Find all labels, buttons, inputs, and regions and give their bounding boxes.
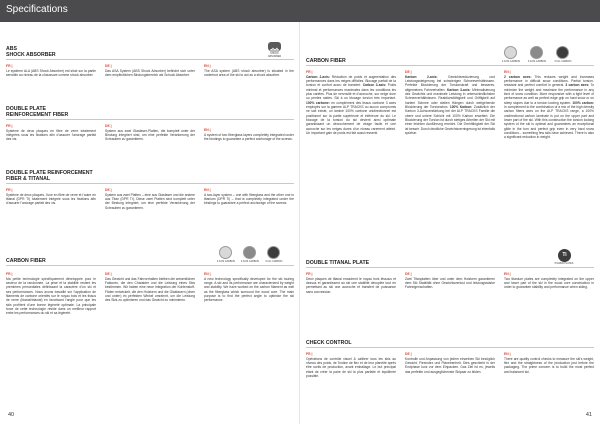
lang-fr-label: FR |	[306, 272, 313, 276]
lang-fr-label: FR |	[6, 272, 13, 276]
carbon-2axis-icon	[219, 246, 232, 259]
abs-fr-text: Le système ALA (ABS Shock Absorber) est situé sur la partie sensible au niveau de la chaussure comme shock absorber.	[6, 68, 96, 77]
carbon-right-section	[306, 56, 594, 256]
carbon-2axis-caption: 2 AXIS CARBON	[501, 60, 521, 63]
lang-en-label: EN |	[204, 64, 211, 68]
titanal-fr-column	[306, 272, 396, 294]
carbon-3axis-icon	[530, 46, 543, 59]
lang-de-label: DE |	[405, 272, 412, 276]
double-plate-ti-fr-column	[6, 188, 96, 206]
abs-section	[6, 46, 294, 104]
check-de-text: Kontrolle und Anpassung von jedem einzelnen Ski bezüglich Gewicht, Flexindex und Planebenheit. Dies geschieht in der Endphase kurz vor dem Einpacken. Das Ziel ist es, jeweils das perfekte und ausgeglichenste Skipaar zu bilden.	[405, 356, 495, 374]
carbon-full-icon	[556, 46, 569, 59]
titanal-de-column	[405, 272, 495, 290]
carbon-right-en-column	[504, 70, 594, 140]
double-plate-de-text: System aus zwei Glasfaser-Platten, die komplett unter der Bindung integriert sind, um eine perfekte Verankerung der Schrauben zu garantieren.	[105, 128, 195, 142]
header-title: Specifications	[6, 4, 68, 15]
lang-en-label: EN |	[504, 272, 511, 276]
shock-icon-caption: SHOCK ABSORBER	[267, 52, 282, 58]
lang-en-label: EN |	[204, 188, 211, 192]
carbon-right-title: CARBON FIBER	[306, 58, 346, 64]
double-plate-ti-en-column	[204, 188, 294, 206]
carbon-2axis-caption: 2 AXIS CARBON	[216, 260, 236, 263]
lang-fr-label: FR |	[6, 188, 13, 192]
carbon-left-title: CARBON FIBER	[6, 258, 46, 264]
lang-fr-label: FR |	[6, 124, 13, 128]
double-plate-en-text: A system of two fiberglass layers completely integrated under the bindings to guarantee a perfect anchorage of the screws.	[204, 132, 294, 141]
titanium-badge-icon: Ti	[558, 249, 571, 262]
double-plate-ti-title: DOUBLE PLATE REINFORCEMENT	[6, 170, 93, 176]
right-page	[300, 22, 600, 424]
carbon-left-fr-text: Ma petite technologie spécifiquement développée pour le secteur de la randonnée. La prise et la stabilité restent les premières primordiales définissant la caractère d’un ski et ses performances. Nous avons travaillé sur l’application de filaments de carbone orientés sur le noyau bois et les tissus de verre (biaxial/triaxial) en favorisant l’angle pour que les skis profitent d’une bonne légèreté optimale. La principale force de cette technologie réside dans un meilleur rapport entre les performances du ski et sa légèreté.	[6, 276, 96, 316]
carbon-full-icon	[267, 246, 280, 259]
double-plate-ti-en-text: A two-layer system – one with fiberglass and the other one in titanium (DPR Ti) – that is completely integrated under the bindings to guarantee a perfect anchorage of the screws.	[204, 192, 294, 206]
carbon-right-fr-column	[306, 70, 396, 135]
page-header	[0, 0, 600, 22]
double-plate-fr-text: Système de deux plaques en fibre de verre totalement intégrées sous les fixations afin d’assurer l’ancrage parfait des vis.	[6, 128, 96, 142]
carbon-3axis-icon	[243, 246, 256, 259]
double-plate-ti-section	[6, 170, 294, 234]
double-plate-ti-header	[6, 170, 294, 184]
lang-de-label: DE |	[105, 272, 112, 276]
abs-title: ABS	[6, 46, 17, 52]
carbon-left-fr-column	[6, 272, 96, 316]
check-fr-text: Opérations de contrôle visuel & calibrer tous les skis au niveau des poids, de l’indice de flex et de leur planéité après être sortis de production, avant emballage. Le but principal étant de créer la paire de ski la plus parfaite et équilibrée possible.	[306, 356, 396, 378]
double-plate-title: DOUBLE PLATE	[6, 106, 46, 112]
carbon-left-de-text: Das Gewicht und das Fahrverhalten bleiben die wesentlichen Faktoren, die den Charakter und die Leistung eines Skis bestimmen. Wir haben eine neue Integration der Kohlenstoff-Fäden entwickelt, die den Holzkern und die Glasfasern (oben und unten) im perfekten Winkel umrahmt, um die Leistung des Skis zu optimieren und das Gewicht zu minimieren.	[105, 276, 195, 303]
carbon-right-en-text: 2 carbon axes: This reduces weight and increases performance in difficult snow conditions. Partial torsion-resistant and perfect comfort in general. 3 carbon axes: To minimize the weight and maximize the performance in any kind of snow condition. More responsive with a light level of performance as well as perfect edge grip on hard snow or on steep slopes due to a torsion locking system. 100% carbon: In complement to the combination of a mix of the high density carbon fibers axes on the ALP TRACKS range, a 100% unidirectional carbon laminate is put on the upper part and lower part of the ski. With this construction the torsion locking system of the ski is optimal and guarantees an exceptional glide in the turn and perfect grip even in very hard snow conditions... something few skis have achieved. There is also a significant reduction in weight.	[504, 74, 595, 140]
carbon-right-fr-text: Carbon 2-axis: Réduction de poids et augmentation des performances dans les neiges difficiles. Blocage parfait de la torsion et confort accru de transfert. Carbon 3-axis: Poids minimal et performances maximales dans les conditions les plus variées. Plus de nervosité et d’accroche, sur neige dure ou pentes raides. Ski à un blocage torsion très important. 100% carbone: en complément des tissus carbone 3 axes employés sur la gamme ALP TRACKS ou aucun compromis ne soit existe, un laminé 100% carbone unidirectionnel est positionné sur la partie supérieure et inférieure du ski. Le blocage de la torsion du ski devient ainsi optimale garantissant un décrochement de virage facile et une accroche sur les neiges dures d’un niveau rarement atteint. Un important gain de poids est fait aussi ressenti.	[306, 74, 397, 136]
titanal-en-column	[504, 272, 594, 290]
check-en-column	[504, 352, 594, 374]
double-plate-ti-subtitle: FIBER & TITANAL	[6, 176, 50, 182]
abs-fr-column	[6, 64, 96, 77]
double-plate-de-column	[105, 124, 195, 142]
double-plate-ti-de-text: System aus zwei Platten – eine aus Glasfaser und die andere aus Titan (DPR TI). Diese zwei Platten sind komplett unter der Bindung integriert, um eine perfekte Verankerung der Schrauben zu garantieren.	[105, 192, 195, 210]
carbon-right-header	[306, 56, 594, 66]
double-plate-fr-column	[6, 124, 96, 142]
titanal-fr-text: Deux plaques de titanal encadrent le noyau bois léssous et dessus et garantissent au ski une stabilité décuplée tout en permettant au ski une accroche et transfert de puissance sans concession.	[306, 276, 396, 294]
carbon-left-header	[6, 256, 294, 266]
carbon-left-section	[6, 256, 294, 366]
carbon-left-en-column	[204, 272, 294, 303]
lang-fr-label: FR |	[306, 70, 313, 74]
lang-de-label: DE |	[105, 64, 112, 68]
double-plate-en-column	[204, 128, 294, 141]
check-control-header	[306, 338, 594, 348]
abs-subtitle: SHOCK ABSORBER	[6, 52, 56, 58]
page-number-right: 41	[585, 412, 592, 418]
double-plate-section	[6, 106, 294, 166]
carbon-right-de-column	[405, 70, 495, 135]
abs-de-column	[105, 64, 195, 77]
titanal-en-text: Two titanium plates are completely integrated on the upper and lower part of the ski in the wood core construction in order to guarantee stability and performance when skiing.	[504, 276, 594, 290]
abs-en-text: The ASA system (ABS shock absorber) is situated in the underfoot area of the ski to act as a shock absorber.	[204, 68, 294, 77]
carbon-3axis-caption: 3 AXIS CARBON	[527, 60, 547, 63]
check-de-column	[405, 352, 495, 374]
left-page	[0, 22, 300, 424]
titanal-title: DOUBLE TITANAL PLATE	[306, 260, 370, 266]
abs-header	[6, 46, 294, 60]
check-en-text: There are quality control checks to measure the ski’s weight, flex and the straightness of the production just before the packaging. The prime concern is to build the most perfect and balanced ski.	[504, 356, 594, 374]
carbon-right-de-text: Karbon 2-axis: Gewichtsreduzierung und Leistungssteigerung bei schwierigen Schneeverhältnissen. Perfekte Blockierung der Torsionskraft und besseres, allgemeines Fahrverhalten. Karbon 3-axis: Minimalisierung des Gewichts und maximale Leistung in unterschiedlichsten Schneeverhältnissen. Reaktionsfähigkeit und Griffigkeit auf hartem Schnee oder steilen Hängen durch weitgehende Blockierung der Torsionsbox. 100% Karbon: Zusätzlich der Karbon 3-Achsverstärkung bei der ALP TRACKS Familie die obere und untere Schicht mit 100% Karbon erweitert. Die Blockierung der Torsion ist durch stetiges Arbeiten der Ski mit einer leichten Ausführung erreicht. Die Drehfähigkeit der Ski ist besser. Durch deutliche Gewichtsverringerung ist ebenfalls spürbar.	[405, 74, 495, 136]
check-control-section	[306, 338, 594, 398]
page-number-left: 40	[8, 412, 15, 418]
titanium-badge-caption: POWER PLATES	[554, 262, 574, 265]
lang-en-label: EN |	[204, 272, 211, 276]
double-plate-ti-de-column	[105, 188, 195, 210]
carbon-2axis-icon	[504, 46, 517, 59]
lang-en-label: EN |	[504, 70, 511, 74]
carbon-3axis-caption: 3 AXIS CARBON	[240, 260, 260, 263]
double-plate-header	[6, 106, 294, 120]
check-fr-column	[306, 352, 396, 378]
lang-fr-label: FR |	[306, 352, 313, 356]
lang-en-label: EN |	[204, 128, 211, 132]
lang-fr-label: FR |	[6, 64, 13, 68]
lang-de-label: DE |	[405, 70, 412, 74]
abs-en-column	[204, 64, 294, 77]
abs-de-text: Das ASA System (ABS Shock Absorber) befindet sich unter dem empfindlichen Bindungsbereich als Schock Absorber.	[105, 68, 195, 77]
carbon-left-de-column	[105, 272, 195, 303]
carbon-full-caption: FULL CARBON	[554, 60, 572, 63]
lang-en-label: EN |	[504, 352, 511, 356]
lang-de-label: DE |	[105, 188, 112, 192]
titanal-de-text: Zwei Titanplatten über und unter dem Holzkern garantieren dem Ski Stabilität ohne Gewichtsverlust und leistungsstarke Fahreigenschaften.	[405, 276, 495, 290]
lang-de-label: DE |	[405, 352, 412, 356]
titanal-section	[306, 252, 594, 318]
double-plate-subtitle: REINFORCEMENT FIBER	[6, 112, 69, 118]
shock-absorber-icon	[268, 42, 281, 51]
carbon-full-caption: FULL CARBON	[265, 260, 283, 263]
double-plate-ti-fr-text: Système de deux plaques, l’une en fibre de verre et l’autre en titanal (DPR TI) totalement intégrée sous les fixations afin d’assurer l’ancrage parfait des vis.	[6, 192, 96, 206]
titanal-header	[306, 252, 594, 268]
carbon-left-en-text: A new technology specifically developed for the ski touring range. A ski and its performance are characterized by weight and stability. We have worked on the carbon filament as well as the fiberglass which surround the wood core. The main purpose is to find the perfect angle to optimize the ski performance.	[204, 276, 294, 303]
lang-de-label: DE |	[105, 124, 112, 128]
check-control-title: CHECK CONTROL	[306, 340, 352, 346]
